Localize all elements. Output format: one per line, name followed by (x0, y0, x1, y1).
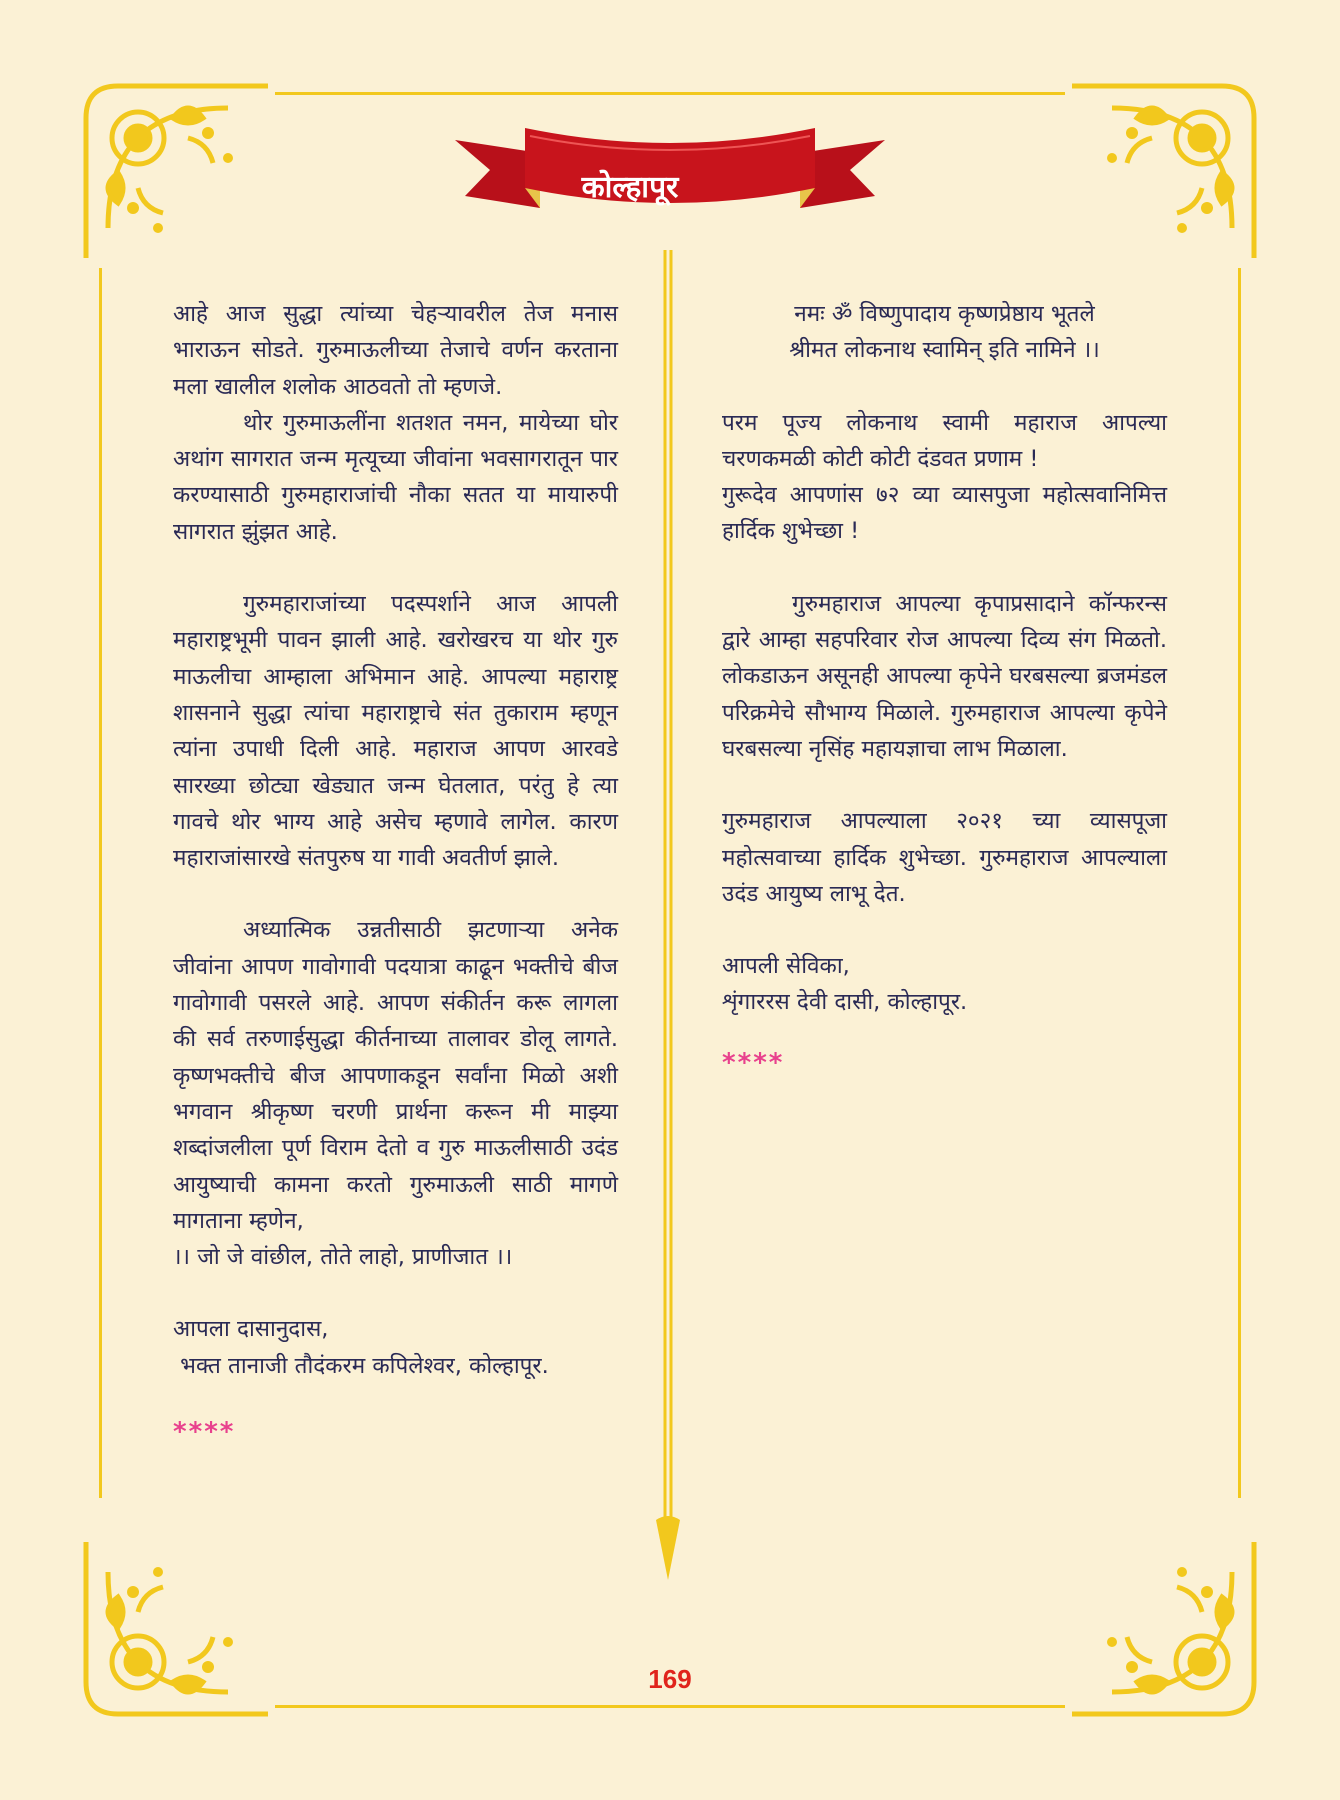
corner-ornament-bottom-left (78, 1522, 278, 1722)
left-verse: ।। जो जे वांछील, तोते लाहो, प्राणीजात ।। (173, 1244, 513, 1271)
right-paragraph-3: गुरुमहाराज आपल्या कृपाप्रसादाने कॉन्फरन्स द्वारे आम्हा सहपरिवार रोज आपल्या दिव्य संग मिळतो. लोकडाऊन असूनही आपल्या कृपेने घरबसल्या ब्रजमंडल परिक्रमेचे सौभाग्य मिळाले. गुरुमहाराज आपल्या कृपेने घरबसल्या नृसिंह महायज्ञाचा लाभ मिळाला. (722, 590, 1167, 762)
left-stars-separator: **** (173, 1417, 236, 1448)
left-paragraph-1: आहे आज सुद्धा त्यांच्या चेहऱ्यावरील तेज मनास भाराऊन सोडते. गुरुमाऊलीच्या तेजाचे वर्णन करताना मला खालील शलोक आठवतो तो म्हणजे. (173, 301, 618, 400)
column-divider (648, 250, 688, 1590)
left-paragraph-2: थोर गुरुमाऊलींना शतशत नमन, मायेच्या घोर अथांग सागरात जन्म मृत्यूच्या जीवांना भवसागरातून पार करण्यासाठी गुरुमहाराजांची नौका सतत या मायारुपी सागरात झुंझत आहे. (173, 409, 618, 545)
corner-ornament-top-left (78, 78, 278, 278)
right-closing: आपली सेविका, (722, 953, 850, 980)
left-paragraph-3: गुरुमहाराजांच्या पदस्पर्शाने आज आपली महाराष्ट्रभूमी पावन झाली आहे. खरोखरच या थोर गुरु माऊलीचा आम्हाला अभिमान आहे. आपल्या महाराष्ट्र शासनाने सुद्धा त्यांचा महाराष्ट्राचे संत तुकाराम म्हणून त्यांना उपाधी दिली आहे. महाराज आपण आरवडे सारख्या छोट्या खेड्यात जन्म घेतलात, परंतु हे त्या गावचे थोर भाग्य आहे असेच म्हणावे लागेल. कारण महाराजांसारखे संतपुरुष या गावी अवतीर्ण झाले. (173, 591, 618, 872)
left-closing: आपला दासानुदास, (173, 1316, 329, 1343)
left-paragraph-4: अध्यात्मिक उन्नतीसाठी झटणाऱ्या अनेक जीवांना आपण गावोगावी पदयात्रा काढून भक्तीचे बीज गावोगावी पसरले आहे. आपण संकीर्तन करू लागला की सर्व तरुणाईसुद्धा कीर्तनाच्या तालावर डोलू लागते. कृष्णभक्तीचे बीज आपणाकडून सर्वांना मिळो अशी भगवान श्रीकृष्ण चरणी प्रार्थना करून मी माझ्या शब्दांजलीला पूर्ण विराम देतो व गुरु माऊलीसाठी उदंड आयुष्याची कामना करतो गुरुमाऊली साठी मागणे मागताना म्हणेन, (173, 917, 618, 1234)
right-paragraph-4: गुरुमहाराज आपल्याला २०२१ च्या व्यासपूजा महोत्सवाच्या हार्दिक शुभेच्छा. गुरुमहाराज आपल्याला उदंड आयुष्य लाभू देत. (722, 808, 1167, 907)
left-column (173, 296, 618, 1450)
frame-bottom-line (275, 1705, 1065, 1708)
corner-ornament-bottom-right (1062, 1522, 1262, 1722)
frame-left-line (99, 268, 102, 1498)
right-paragraph-1: परम पूज्य लोकनाथ स्वामी महाराज आपल्या चरणकमळी कोटी कोटी दंडवत प्रणाम ! (722, 409, 1167, 472)
right-signature: शृंगाररस देवी दासी, कोल्हापूर. (722, 989, 968, 1016)
mantra-line-1: नमः ॐ विष्णुपादाय कृष्णप्रेष्ठाय भूतले (794, 301, 1095, 327)
frame-top-line (275, 92, 1065, 95)
left-signature: भक्त तानाजी तौदंकरम कपिलेश्वर, कोल्हापूर. (173, 1352, 549, 1379)
right-stars-separator: **** (722, 1047, 785, 1078)
page-title: कोल्हापूर (581, 170, 679, 205)
right-paragraph-2: गुरूदेव आपणांस ७२ व्या व्यासपुजा महोत्सवानिमित्त हार्दिक शुभेच्छा ! (722, 482, 1167, 545)
page-number: 169 (648, 1664, 692, 1694)
frame-right-line (1238, 268, 1241, 1498)
corner-ornament-top-right (1062, 78, 1262, 278)
right-column (722, 296, 1167, 1081)
mantra-line-2: श्रीमत लोकनाथ स्वामिन् इति नामिने ।। (789, 337, 1100, 364)
